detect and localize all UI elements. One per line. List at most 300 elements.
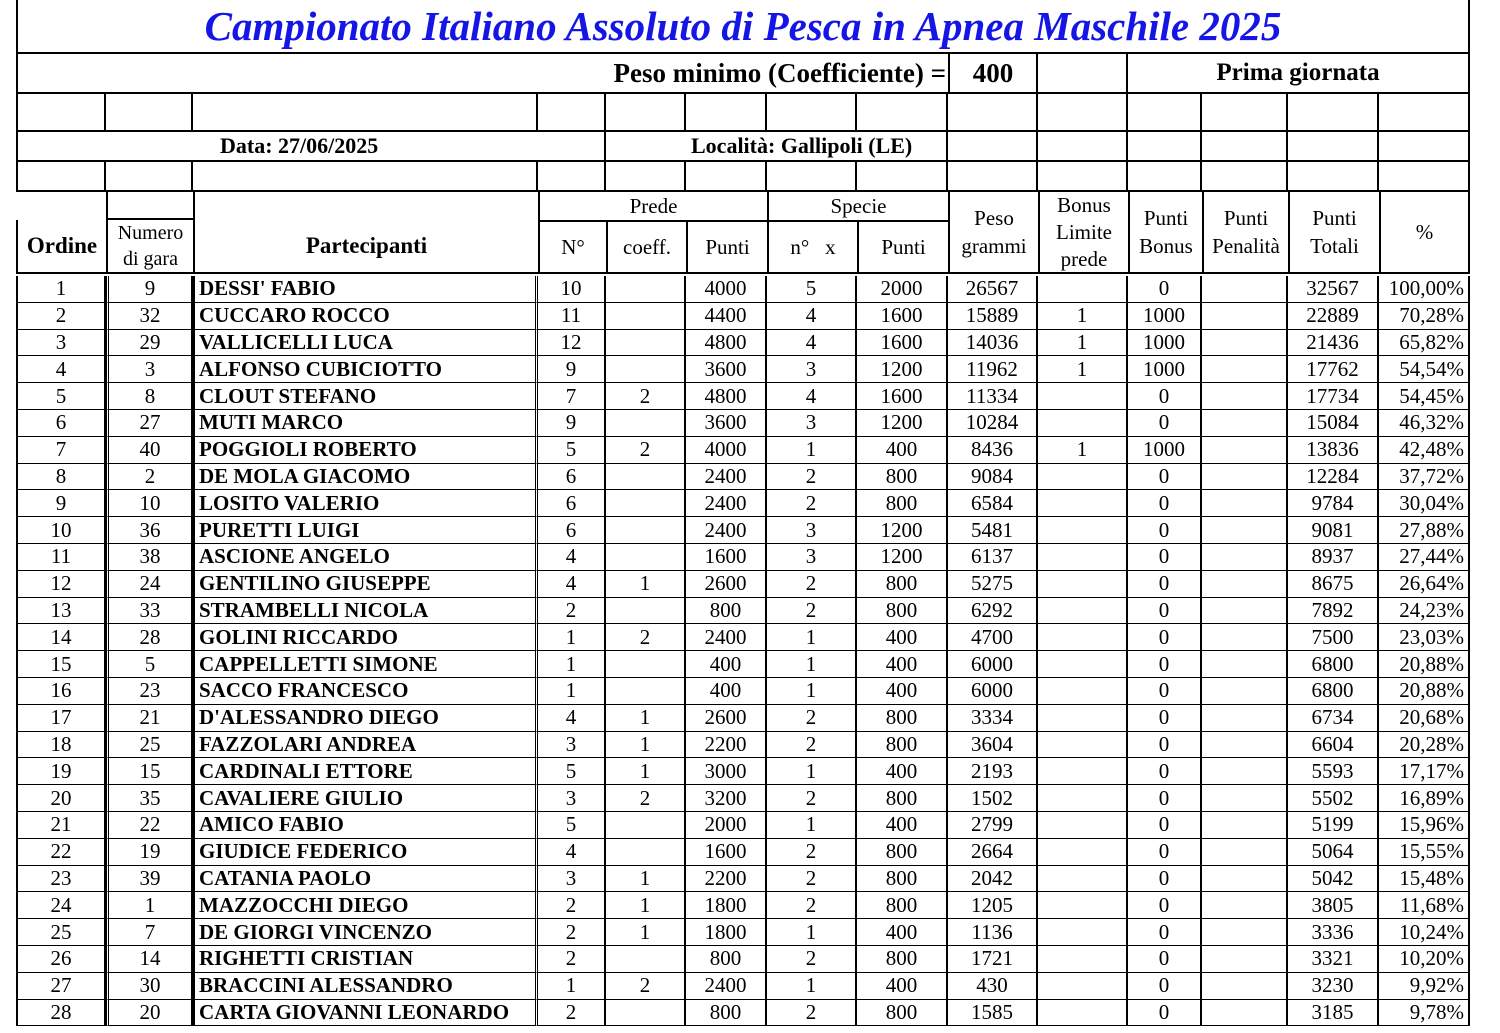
cell-ordine: 21 <box>16 812 106 839</box>
cell-percent: 46,32% <box>1379 410 1470 437</box>
cell-specie-n: 3 <box>767 410 857 437</box>
cell-partecipante: MAZZOCCHI DIEGO <box>193 892 538 919</box>
cell-numero-gara: 39 <box>106 866 193 893</box>
empty-cell <box>1128 162 1202 192</box>
cell-specie-n: 5 <box>767 276 857 303</box>
cell-specie-n: 1 <box>767 437 857 464</box>
header-numero-gara <box>106 220 193 274</box>
cell-percent: 20,88% <box>1379 678 1470 705</box>
cell-bonus-limite: 1 <box>1038 356 1128 383</box>
cell-punti-penalita <box>1202 410 1288 437</box>
cell-partecipante: BRACCINI ALESSANDRO <box>193 973 538 1000</box>
cell-bonus-limite <box>1038 383 1128 410</box>
cell-prede-n: 2 <box>538 946 606 973</box>
cell-specie-punti: 1200 <box>857 356 948 383</box>
cell-punti-totali: 17734 <box>1288 383 1379 410</box>
cell-prede-coeff: 2 <box>606 785 686 812</box>
cell-punti-penalita <box>1202 705 1288 732</box>
cell-specie-punti: 400 <box>857 973 948 1000</box>
cell-punti-totali: 5064 <box>1288 839 1379 866</box>
cell-specie-punti: 800 <box>857 785 948 812</box>
giornata-label: Prima giornata <box>1128 54 1470 94</box>
cell-numero-gara: 25 <box>106 732 193 759</box>
cell-prede-n: 2 <box>538 892 606 919</box>
cell-specie-punti: 1200 <box>857 544 948 571</box>
header-punti-bonus-line2: Bonus <box>1139 234 1193 258</box>
cell-specie-n: 1 <box>767 812 857 839</box>
cell-percent: 9,78% <box>1379 1000 1470 1027</box>
cell-punti-totali: 32567 <box>1288 276 1379 303</box>
header-prede: Prede <box>538 192 767 222</box>
cell-punti-totali: 6800 <box>1288 651 1379 678</box>
cell-partecipante: MUTI MARCO <box>193 410 538 437</box>
cell-prede-coeff <box>606 356 686 383</box>
cell-prede-punti: 1600 <box>686 544 767 571</box>
empty-cell <box>538 162 606 192</box>
cell-punti-bonus: 0 <box>1128 383 1202 410</box>
cell-bonus-limite <box>1038 973 1128 1000</box>
empty-cell <box>948 132 1038 162</box>
cell-peso-grammi: 430 <box>948 973 1038 1000</box>
header-peso-grammi <box>948 192 1038 274</box>
peso-minimo-value: 400 <box>948 54 1038 94</box>
header-punti-totali <box>1288 192 1379 274</box>
cell-partecipante: VALLICELLI LUCA <box>193 330 538 357</box>
cell-percent: 10,20% <box>1379 946 1470 973</box>
cell-punti-totali: 6800 <box>1288 678 1379 705</box>
cell-bonus-limite <box>1038 1000 1128 1027</box>
sheet-title: Campionato Italiano Assoluto di Pesca in Apnea Maschile 2025 <box>16 0 1470 54</box>
cell-bonus-limite <box>1038 624 1128 651</box>
header-bonus-limite <box>1038 192 1128 274</box>
cell-punti-penalita <box>1202 839 1288 866</box>
empty-cell <box>1038 94 1128 132</box>
cell-partecipante: RIGHETTI CRISTIAN <box>193 946 538 973</box>
cell-punti-penalita <box>1202 598 1288 625</box>
cell-bonus-limite <box>1038 517 1128 544</box>
cell-prede-punti: 2000 <box>686 812 767 839</box>
cell-punti-totali: 3230 <box>1288 973 1379 1000</box>
cell-prede-punti: 800 <box>686 1000 767 1027</box>
cell-punti-totali: 12284 <box>1288 464 1379 491</box>
cell-prede-punti: 2400 <box>686 624 767 651</box>
header-ordine: Ordine <box>16 220 106 274</box>
cell-percent: 20,28% <box>1379 732 1470 759</box>
cell-punti-penalita <box>1202 946 1288 973</box>
cell-peso-grammi: 6137 <box>948 544 1038 571</box>
cell-punti-penalita <box>1202 919 1288 946</box>
cell-bonus-limite <box>1038 678 1128 705</box>
cell-punti-totali: 9081 <box>1288 517 1379 544</box>
cell-punti-bonus: 0 <box>1128 812 1202 839</box>
cell-punti-bonus: 0 <box>1128 973 1202 1000</box>
empty-cell <box>193 162 538 192</box>
cell-prede-n: 11 <box>538 303 606 330</box>
cell-punti-bonus: 1000 <box>1128 437 1202 464</box>
cell-numero-gara: 27 <box>106 410 193 437</box>
cell-percent: 10,24% <box>1379 919 1470 946</box>
header-bonus-line1: Bonus <box>1057 192 1111 217</box>
cell-numero-gara: 35 <box>106 785 193 812</box>
cell-prede-coeff <box>606 276 686 303</box>
cell-specie-n: 2 <box>767 866 857 893</box>
empty-cell <box>1038 162 1128 192</box>
cell-prede-punti: 800 <box>686 598 767 625</box>
cell-punti-totali: 7500 <box>1288 624 1379 651</box>
cell-punti-penalita <box>1202 866 1288 893</box>
empty-cell <box>106 94 193 132</box>
cell-prede-n: 7 <box>538 383 606 410</box>
cell-specie-punti: 800 <box>857 866 948 893</box>
cell-ordine: 9 <box>16 490 106 517</box>
cell-peso-grammi: 5275 <box>948 571 1038 598</box>
cell-percent: 37,72% <box>1379 464 1470 491</box>
cell-peso-grammi: 6000 <box>948 651 1038 678</box>
cell-prede-punti: 3000 <box>686 758 767 785</box>
header-numero-line1: Numero <box>117 222 184 244</box>
cell-prede-punti: 4800 <box>686 330 767 357</box>
cell-partecipante: CATANIA PAOLO <box>193 866 538 893</box>
cell-numero-gara: 24 <box>106 571 193 598</box>
cell-prede-punti: 3600 <box>686 356 767 383</box>
cell-prede-coeff: 1 <box>606 919 686 946</box>
cell-prede-coeff <box>606 490 686 517</box>
cell-specie-n: 1 <box>767 651 857 678</box>
cell-prede-n: 10 <box>538 276 606 303</box>
cell-specie-punti: 800 <box>857 464 948 491</box>
cell-percent: 54,54% <box>1379 356 1470 383</box>
cell-ordine: 13 <box>16 598 106 625</box>
cell-peso-grammi: 6292 <box>948 598 1038 625</box>
cell-prede-n: 1 <box>538 624 606 651</box>
empty-cell <box>1379 162 1470 192</box>
cell-numero-gara: 7 <box>106 919 193 946</box>
cell-prede-coeff: 1 <box>606 571 686 598</box>
cell-numero-gara: 2 <box>106 464 193 491</box>
cell-punti-bonus: 0 <box>1128 678 1202 705</box>
cell-specie-punti: 1600 <box>857 330 948 357</box>
cell-partecipante: DE GIORGI VINCENZO <box>193 919 538 946</box>
cell-punti-bonus: 0 <box>1128 839 1202 866</box>
cell-partecipante: D'ALESSANDRO DIEGO <box>193 705 538 732</box>
empty-cell <box>193 94 538 132</box>
header-numero-line2: di gara <box>123 248 178 270</box>
cell-punti-bonus: 0 <box>1128 490 1202 517</box>
cell-specie-punti: 800 <box>857 946 948 973</box>
cell-prede-coeff: 1 <box>606 758 686 785</box>
cell-bonus-limite <box>1038 651 1128 678</box>
cell-punti-bonus: 0 <box>1128 892 1202 919</box>
cell-prede-coeff: 1 <box>606 732 686 759</box>
cell-prede-coeff <box>606 651 686 678</box>
cell-peso-grammi: 4700 <box>948 624 1038 651</box>
cell-ordine: 6 <box>16 410 106 437</box>
cell-prede-coeff <box>606 544 686 571</box>
cell-bonus-limite <box>1038 732 1128 759</box>
header-penalita-line1: Punti <box>1223 206 1269 230</box>
cell-prede-coeff <box>606 839 686 866</box>
empty-cell <box>1379 132 1470 162</box>
empty-cell <box>1202 94 1288 132</box>
cell-peso-grammi: 2799 <box>948 812 1038 839</box>
cell-peso-grammi: 1205 <box>948 892 1038 919</box>
cell-prede-n: 2 <box>538 1000 606 1027</box>
cell-prede-n: 12 <box>538 330 606 357</box>
cell-specie-punti: 1200 <box>857 410 948 437</box>
cell-bonus-limite <box>1038 785 1128 812</box>
cell-specie-punti: 800 <box>857 732 948 759</box>
cell-bonus-limite <box>1038 598 1128 625</box>
empty-cell <box>1288 132 1379 162</box>
empty-cell <box>106 192 193 220</box>
cell-prede-punti: 2200 <box>686 732 767 759</box>
cell-prede-coeff <box>606 812 686 839</box>
empty-cell <box>106 162 193 192</box>
cell-bonus-limite <box>1038 758 1128 785</box>
cell-prede-punti: 1800 <box>686 892 767 919</box>
cell-prede-punti: 400 <box>686 678 767 705</box>
cell-punti-bonus: 0 <box>1128 410 1202 437</box>
cell-bonus-limite <box>1038 946 1128 973</box>
standings-sheet <box>16 0 1470 1030</box>
cell-bonus-limite <box>1038 410 1128 437</box>
cell-punti-penalita <box>1202 892 1288 919</box>
cell-numero-gara: 40 <box>106 437 193 464</box>
cell-punti-bonus: 0 <box>1128 785 1202 812</box>
cell-prede-n: 3 <box>538 732 606 759</box>
cell-ordine: 10 <box>16 517 106 544</box>
cell-ordine: 27 <box>16 973 106 1000</box>
date-label: Data: 27/06/2025 <box>16 132 606 162</box>
cell-punti-bonus: 0 <box>1128 705 1202 732</box>
cell-specie-punti: 400 <box>857 437 948 464</box>
cell-punti-penalita <box>1202 973 1288 1000</box>
cell-specie-n: 4 <box>767 330 857 357</box>
cell-prede-punti: 2400 <box>686 464 767 491</box>
cell-punti-totali: 7892 <box>1288 598 1379 625</box>
cell-prede-punti: 3200 <box>686 785 767 812</box>
cell-peso-grammi: 3604 <box>948 732 1038 759</box>
cell-punti-penalita <box>1202 464 1288 491</box>
cell-prede-coeff: 2 <box>606 973 686 1000</box>
cell-prede-punti: 2600 <box>686 705 767 732</box>
cell-bonus-limite <box>1038 919 1128 946</box>
cell-specie-punti: 1600 <box>857 303 948 330</box>
empty-cell <box>16 192 106 220</box>
cell-specie-punti: 2000 <box>857 276 948 303</box>
cell-prede-n: 9 <box>538 356 606 383</box>
cell-partecipante: LOSITO VALERIO <box>193 490 538 517</box>
header-percent: % <box>1379 192 1470 274</box>
cell-punti-penalita <box>1202 571 1288 598</box>
cell-prede-n: 4 <box>538 705 606 732</box>
cell-ordine: 3 <box>16 330 106 357</box>
cell-specie-n: 1 <box>767 758 857 785</box>
cell-specie-n: 2 <box>767 892 857 919</box>
cell-prede-punti: 2600 <box>686 571 767 598</box>
empty-cell <box>948 162 1038 192</box>
cell-ordine: 15 <box>16 651 106 678</box>
cell-punti-penalita <box>1202 544 1288 571</box>
cell-peso-grammi: 8436 <box>948 437 1038 464</box>
cell-numero-gara: 20 <box>106 1000 193 1027</box>
cell-punti-bonus: 1000 <box>1128 330 1202 357</box>
cell-punti-totali: 5042 <box>1288 866 1379 893</box>
cell-bonus-limite: 1 <box>1038 303 1128 330</box>
cell-punti-bonus: 0 <box>1128 1000 1202 1027</box>
cell-partecipante: GOLINI RICCARDO <box>193 624 538 651</box>
cell-specie-n: 1 <box>767 678 857 705</box>
cell-punti-totali: 3321 <box>1288 946 1379 973</box>
cell-punti-penalita <box>1202 517 1288 544</box>
header-specie-punti: Punti <box>857 222 948 274</box>
cell-ordine: 2 <box>16 303 106 330</box>
cell-specie-n: 2 <box>767 490 857 517</box>
cell-specie-n: 3 <box>767 356 857 383</box>
cell-specie-punti: 400 <box>857 919 948 946</box>
cell-partecipante: PURETTI LUIGI <box>193 517 538 544</box>
cell-prede-n: 3 <box>538 866 606 893</box>
cell-specie-n: 2 <box>767 732 857 759</box>
cell-peso-grammi: 11334 <box>948 383 1038 410</box>
header-totali-line1: Punti <box>1312 206 1357 230</box>
cell-punti-totali: 8675 <box>1288 571 1379 598</box>
cell-punti-totali: 5502 <box>1288 785 1379 812</box>
cell-percent: 27,88% <box>1379 517 1470 544</box>
cell-prede-n: 5 <box>538 812 606 839</box>
cell-partecipante: DE MOLA GIACOMO <box>193 464 538 491</box>
cell-prede-coeff: 1 <box>606 892 686 919</box>
cell-ordine: 17 <box>16 705 106 732</box>
cell-partecipante: GENTILINO GIUSEPPE <box>193 571 538 598</box>
cell-numero-gara: 14 <box>106 946 193 973</box>
cell-specie-punti: 400 <box>857 812 948 839</box>
cell-percent: 65,82% <box>1379 330 1470 357</box>
cell-specie-n: 4 <box>767 303 857 330</box>
cell-specie-n: 1 <box>767 973 857 1000</box>
cell-ordine: 1 <box>16 276 106 303</box>
cell-punti-penalita <box>1202 303 1288 330</box>
cell-prede-punti: 400 <box>686 651 767 678</box>
cell-peso-grammi: 1585 <box>948 1000 1038 1027</box>
cell-ordine: 28 <box>16 1000 106 1027</box>
cell-numero-gara: 28 <box>106 624 193 651</box>
cell-specie-n: 2 <box>767 464 857 491</box>
header-specie-n: n° x <box>767 222 857 274</box>
cell-prede-coeff: 2 <box>606 437 686 464</box>
cell-partecipante: CARDINALI ETTORE <box>193 758 538 785</box>
cell-punti-bonus: 0 <box>1128 571 1202 598</box>
cell-percent: 70,28% <box>1379 303 1470 330</box>
cell-partecipante: CAPPELLETTI SIMONE <box>193 651 538 678</box>
cell-punti-penalita <box>1202 812 1288 839</box>
cell-percent: 54,45% <box>1379 383 1470 410</box>
cell-prede-punti: 3600 <box>686 410 767 437</box>
cell-prede-coeff: 1 <box>606 705 686 732</box>
cell-percent: 26,64% <box>1379 571 1470 598</box>
empty-cell <box>767 94 857 132</box>
header-peso-line2: grammi <box>961 234 1027 258</box>
cell-prede-punti: 800 <box>686 946 767 973</box>
empty-cell <box>16 162 106 192</box>
cell-peso-grammi: 6000 <box>948 678 1038 705</box>
cell-prede-n: 6 <box>538 517 606 544</box>
cell-punti-totali: 6734 <box>1288 705 1379 732</box>
cell-punti-totali: 21436 <box>1288 330 1379 357</box>
cell-ordine: 7 <box>16 437 106 464</box>
cell-peso-grammi: 1721 <box>948 946 1038 973</box>
cell-bonus-limite <box>1038 812 1128 839</box>
cell-specie-n: 4 <box>767 383 857 410</box>
cell-punti-bonus: 0 <box>1128 276 1202 303</box>
header-bonus-line2: Limite <box>1056 219 1112 244</box>
cell-prede-coeff: 2 <box>606 383 686 410</box>
cell-prede-punti: 2200 <box>686 866 767 893</box>
cell-numero-gara: 38 <box>106 544 193 571</box>
empty-cell <box>948 94 1038 132</box>
empty-cell <box>16 94 106 132</box>
cell-prede-punti: 1600 <box>686 839 767 866</box>
cell-ordine: 24 <box>16 892 106 919</box>
cell-peso-grammi: 6584 <box>948 490 1038 517</box>
cell-specie-n: 2 <box>767 839 857 866</box>
cell-prede-punti: 4000 <box>686 437 767 464</box>
cell-punti-penalita <box>1202 651 1288 678</box>
cell-percent: 11,68% <box>1379 892 1470 919</box>
cell-specie-punti: 800 <box>857 705 948 732</box>
cell-percent: 17,17% <box>1379 758 1470 785</box>
cell-partecipante: CUCCARO ROCCO <box>193 303 538 330</box>
cell-prede-n: 2 <box>538 598 606 625</box>
cell-prede-coeff <box>606 517 686 544</box>
cell-percent: 15,48% <box>1379 866 1470 893</box>
cell-bonus-limite <box>1038 490 1128 517</box>
cell-bonus-limite <box>1038 571 1128 598</box>
cell-bonus-limite <box>1038 464 1128 491</box>
cell-prede-coeff <box>606 1000 686 1027</box>
empty-cell <box>606 162 686 192</box>
cell-punti-penalita <box>1202 276 1288 303</box>
header-peso-line1: Peso <box>974 206 1014 230</box>
cell-percent: 23,03% <box>1379 624 1470 651</box>
cell-percent: 16,89% <box>1379 785 1470 812</box>
cell-specie-n: 3 <box>767 517 857 544</box>
header-prede-n: N° <box>538 222 606 274</box>
cell-prede-n: 2 <box>538 919 606 946</box>
empty-cell <box>1202 162 1288 192</box>
header-partecipanti: Partecipanti <box>193 192 538 274</box>
cell-ordine: 20 <box>16 785 106 812</box>
empty-cell <box>1038 132 1128 162</box>
cell-numero-gara: 22 <box>106 812 193 839</box>
cell-punti-totali: 13836 <box>1288 437 1379 464</box>
cell-bonus-limite <box>1038 866 1128 893</box>
cell-partecipante: AMICO FABIO <box>193 812 538 839</box>
cell-ordine: 11 <box>16 544 106 571</box>
cell-specie-n: 2 <box>767 946 857 973</box>
cell-punti-bonus: 0 <box>1128 866 1202 893</box>
cell-peso-grammi: 5481 <box>948 517 1038 544</box>
cell-prede-coeff <box>606 330 686 357</box>
cell-bonus-limite <box>1038 892 1128 919</box>
cell-punti-bonus: 0 <box>1128 464 1202 491</box>
empty-cell <box>1288 94 1379 132</box>
cell-numero-gara: 15 <box>106 758 193 785</box>
cell-prede-n: 1 <box>538 973 606 1000</box>
cell-prede-coeff <box>606 410 686 437</box>
cell-percent: 100,00% <box>1379 276 1470 303</box>
cell-prede-coeff <box>606 678 686 705</box>
